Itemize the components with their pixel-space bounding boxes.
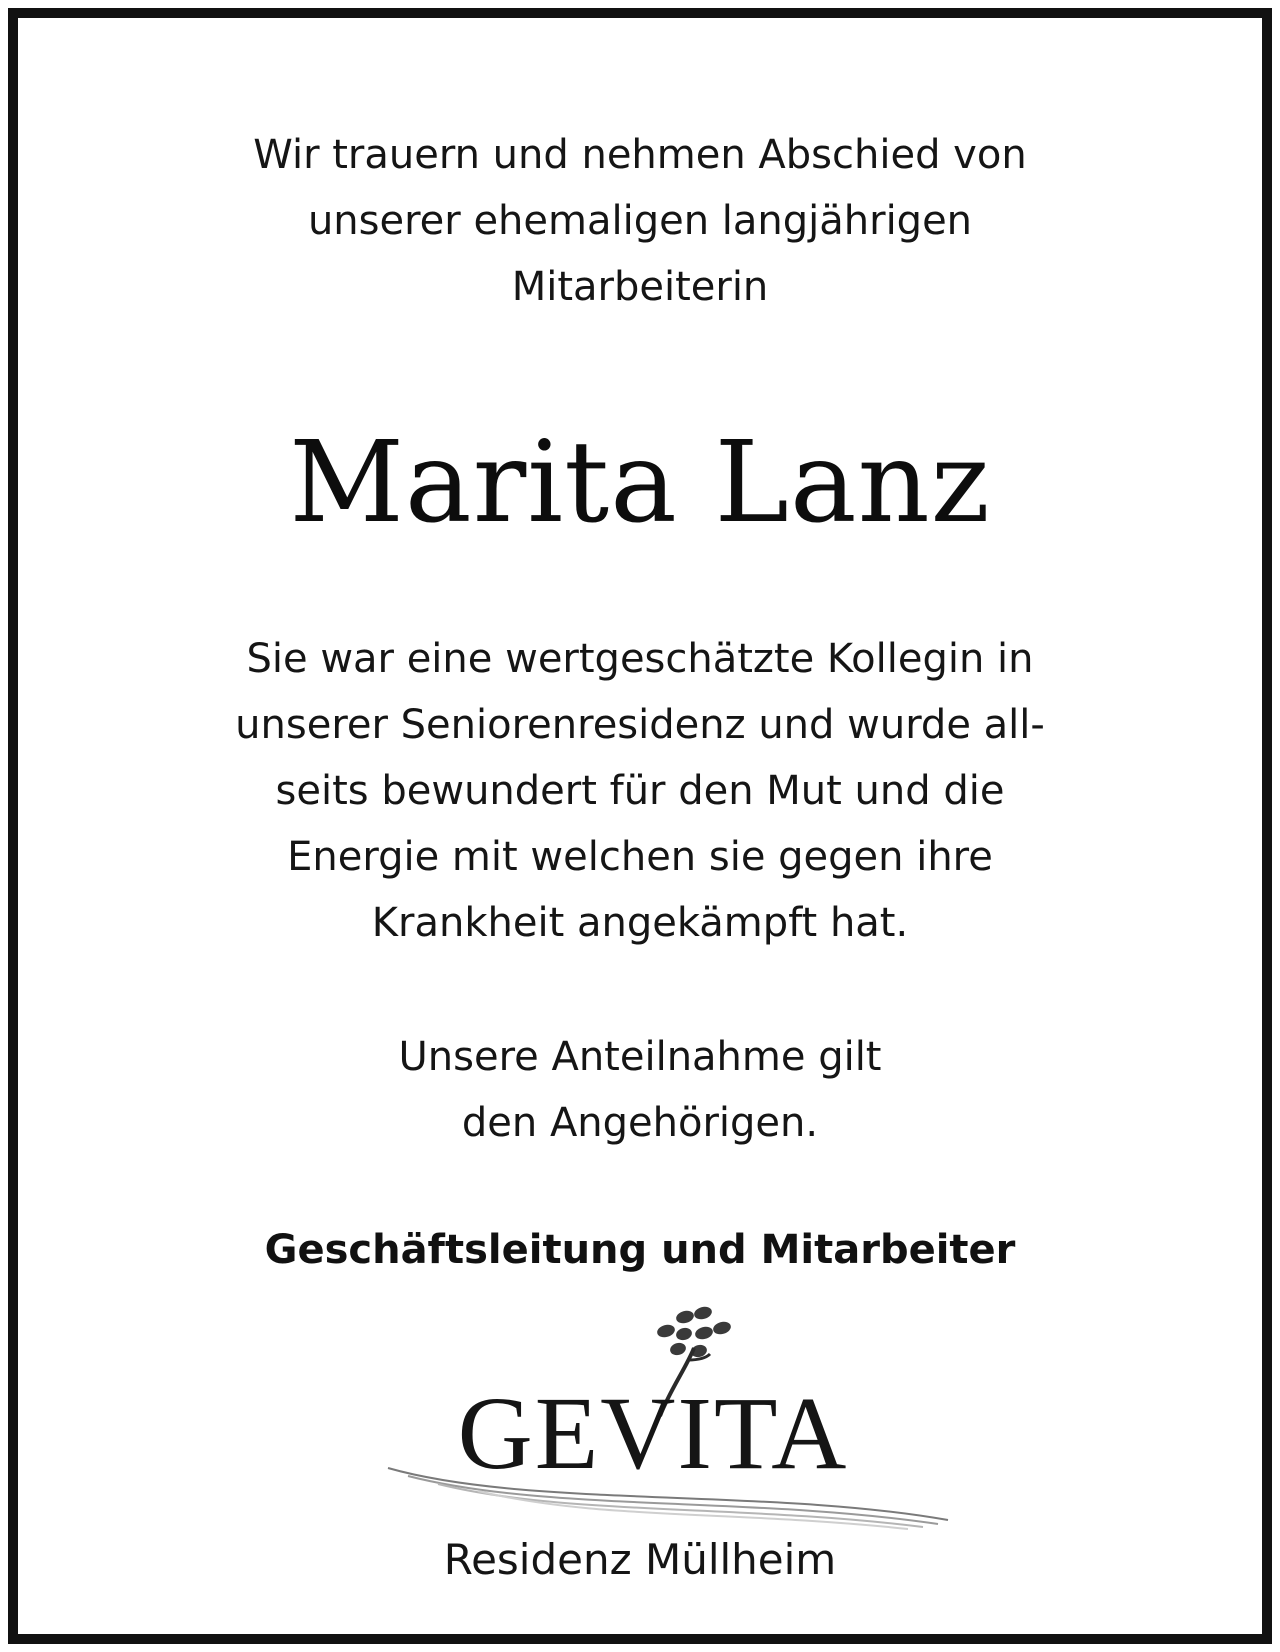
location-text: Residenz Müllheim xyxy=(443,1535,837,1584)
gevita-wordmark: GEVITA xyxy=(457,1376,849,1491)
tribute-line: unserer Seniorenresidenz und wurde all- xyxy=(235,702,1045,748)
obituary-content xyxy=(18,18,1262,1634)
obituary-frame xyxy=(8,8,1272,1644)
tribute-line: Sie war eine wertgeschätzte Kollegin in xyxy=(246,636,1034,682)
tribute-line: Energie mit welchen sie gegen ihre xyxy=(287,834,993,880)
gevita-logo-graphic xyxy=(348,1298,968,1530)
intro-text xyxy=(18,122,1262,320)
deceased-name: Marita Lanz xyxy=(289,418,991,548)
tribute-text xyxy=(18,626,1262,956)
gevita-logo xyxy=(348,1298,968,1530)
tribute-line: Krankheit angekämpft hat. xyxy=(371,900,909,946)
tribute-line: seits bewundert für den Mut und die xyxy=(275,768,1005,814)
signature: Geschäftsleitung und Mitarbeiter xyxy=(264,1227,1016,1273)
sympathy-text xyxy=(18,1024,1262,1156)
intro-line: Wir trauern und nehmen Abschied von xyxy=(253,132,1027,178)
sympathy-line: Unsere Anteilnahme gilt xyxy=(398,1034,882,1080)
intro-line: Mitarbeiterin xyxy=(511,264,769,310)
sympathy-line: den Angehörigen. xyxy=(461,1100,819,1146)
intro-line: unserer ehemaligen langjährigen xyxy=(307,198,973,244)
